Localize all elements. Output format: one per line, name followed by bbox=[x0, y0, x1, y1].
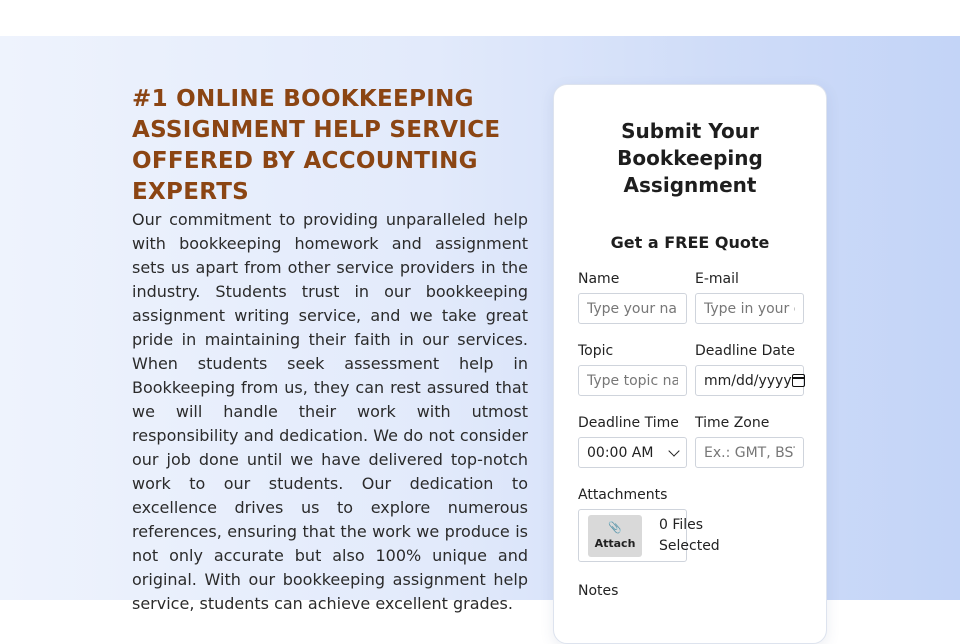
topic-label: Topic bbox=[578, 343, 614, 359]
topic-input[interactable] bbox=[578, 365, 687, 396]
chevron-down-icon bbox=[668, 445, 679, 456]
attach-button[interactable] bbox=[588, 515, 642, 557]
form-row-name-email bbox=[578, 271, 804, 324]
email-field-group bbox=[695, 271, 804, 324]
hero-text-column bbox=[132, 84, 528, 616]
topic-field-group bbox=[578, 343, 687, 396]
form-row-time-zone bbox=[578, 415, 804, 468]
timezone-label: Time Zone bbox=[695, 415, 770, 431]
timezone-field-group bbox=[695, 415, 804, 468]
deadline-date-label: Deadline Date bbox=[695, 343, 796, 359]
form-title: Submit Your Bookkeeping Assignment bbox=[617, 119, 763, 197]
form-subtitle: Get a FREE Quote bbox=[610, 233, 770, 252]
deadline-time-select[interactable] bbox=[578, 437, 687, 468]
notes-label: Notes bbox=[578, 583, 619, 599]
timezone-input[interactable] bbox=[695, 437, 804, 468]
name-label: Name bbox=[578, 271, 620, 287]
hero-section bbox=[0, 36, 960, 613]
paperclip-icon: 📎 bbox=[608, 520, 622, 534]
attachments-field-group bbox=[578, 487, 720, 562]
calendar-icon[interactable] bbox=[792, 374, 805, 387]
attach-button-label: Attach bbox=[594, 536, 636, 550]
attachments-label: Attachments bbox=[578, 487, 668, 503]
hero-paragraph: Our commitment to providing unparalleled help with bookkeeping homework and assignment sets us apart from other service providers in the industry. Students trust in our bookkeeping assignment writing service, and we take great pride in maintaining their faith in our services. When students seek assessment help in Bookkeeping from us, they can rest assured that we will handle their work with utmost responsibility and dedication. We do not consider our job done until we have delivered top-notch work to our students. Our dedication to excellence drives us to explore numerous references, ensuring that the work we produce is not only accurate but also 100% unique and original. With our bookkeeping assignment help service, students can achieve excellent grades. bbox=[132, 210, 528, 613]
name-field-group bbox=[578, 271, 687, 324]
quote-form-card bbox=[553, 84, 827, 644]
name-input[interactable] bbox=[578, 293, 687, 324]
deadline-time-label: Deadline Time bbox=[578, 415, 679, 431]
form-fields bbox=[578, 271, 804, 624]
deadline-date-input[interactable] bbox=[695, 365, 804, 396]
deadline-time-field-group bbox=[578, 415, 687, 468]
deadline-date-value: mm/dd/yyyy bbox=[704, 372, 792, 389]
deadline-date-field-group bbox=[695, 343, 804, 396]
form-row-attachments bbox=[578, 487, 804, 562]
attachments-box bbox=[578, 509, 720, 562]
form-row-notes bbox=[578, 583, 804, 605]
top-navigation-bar bbox=[0, 0, 960, 36]
email-input[interactable] bbox=[695, 293, 804, 324]
deadline-time-value: 00:00 AM bbox=[587, 444, 654, 461]
email-label: E-mail bbox=[695, 271, 739, 287]
form-row-topic-date bbox=[578, 343, 804, 396]
notes-field-group bbox=[578, 583, 687, 605]
files-selected-text: 0 Files Selected bbox=[659, 516, 720, 554]
hero-heading: #1 ONLINE BOOKKEEPING ASSIGNMENT HELP SERVICE OFFERED BY ACCOUNTING EXPERTS bbox=[132, 86, 501, 205]
